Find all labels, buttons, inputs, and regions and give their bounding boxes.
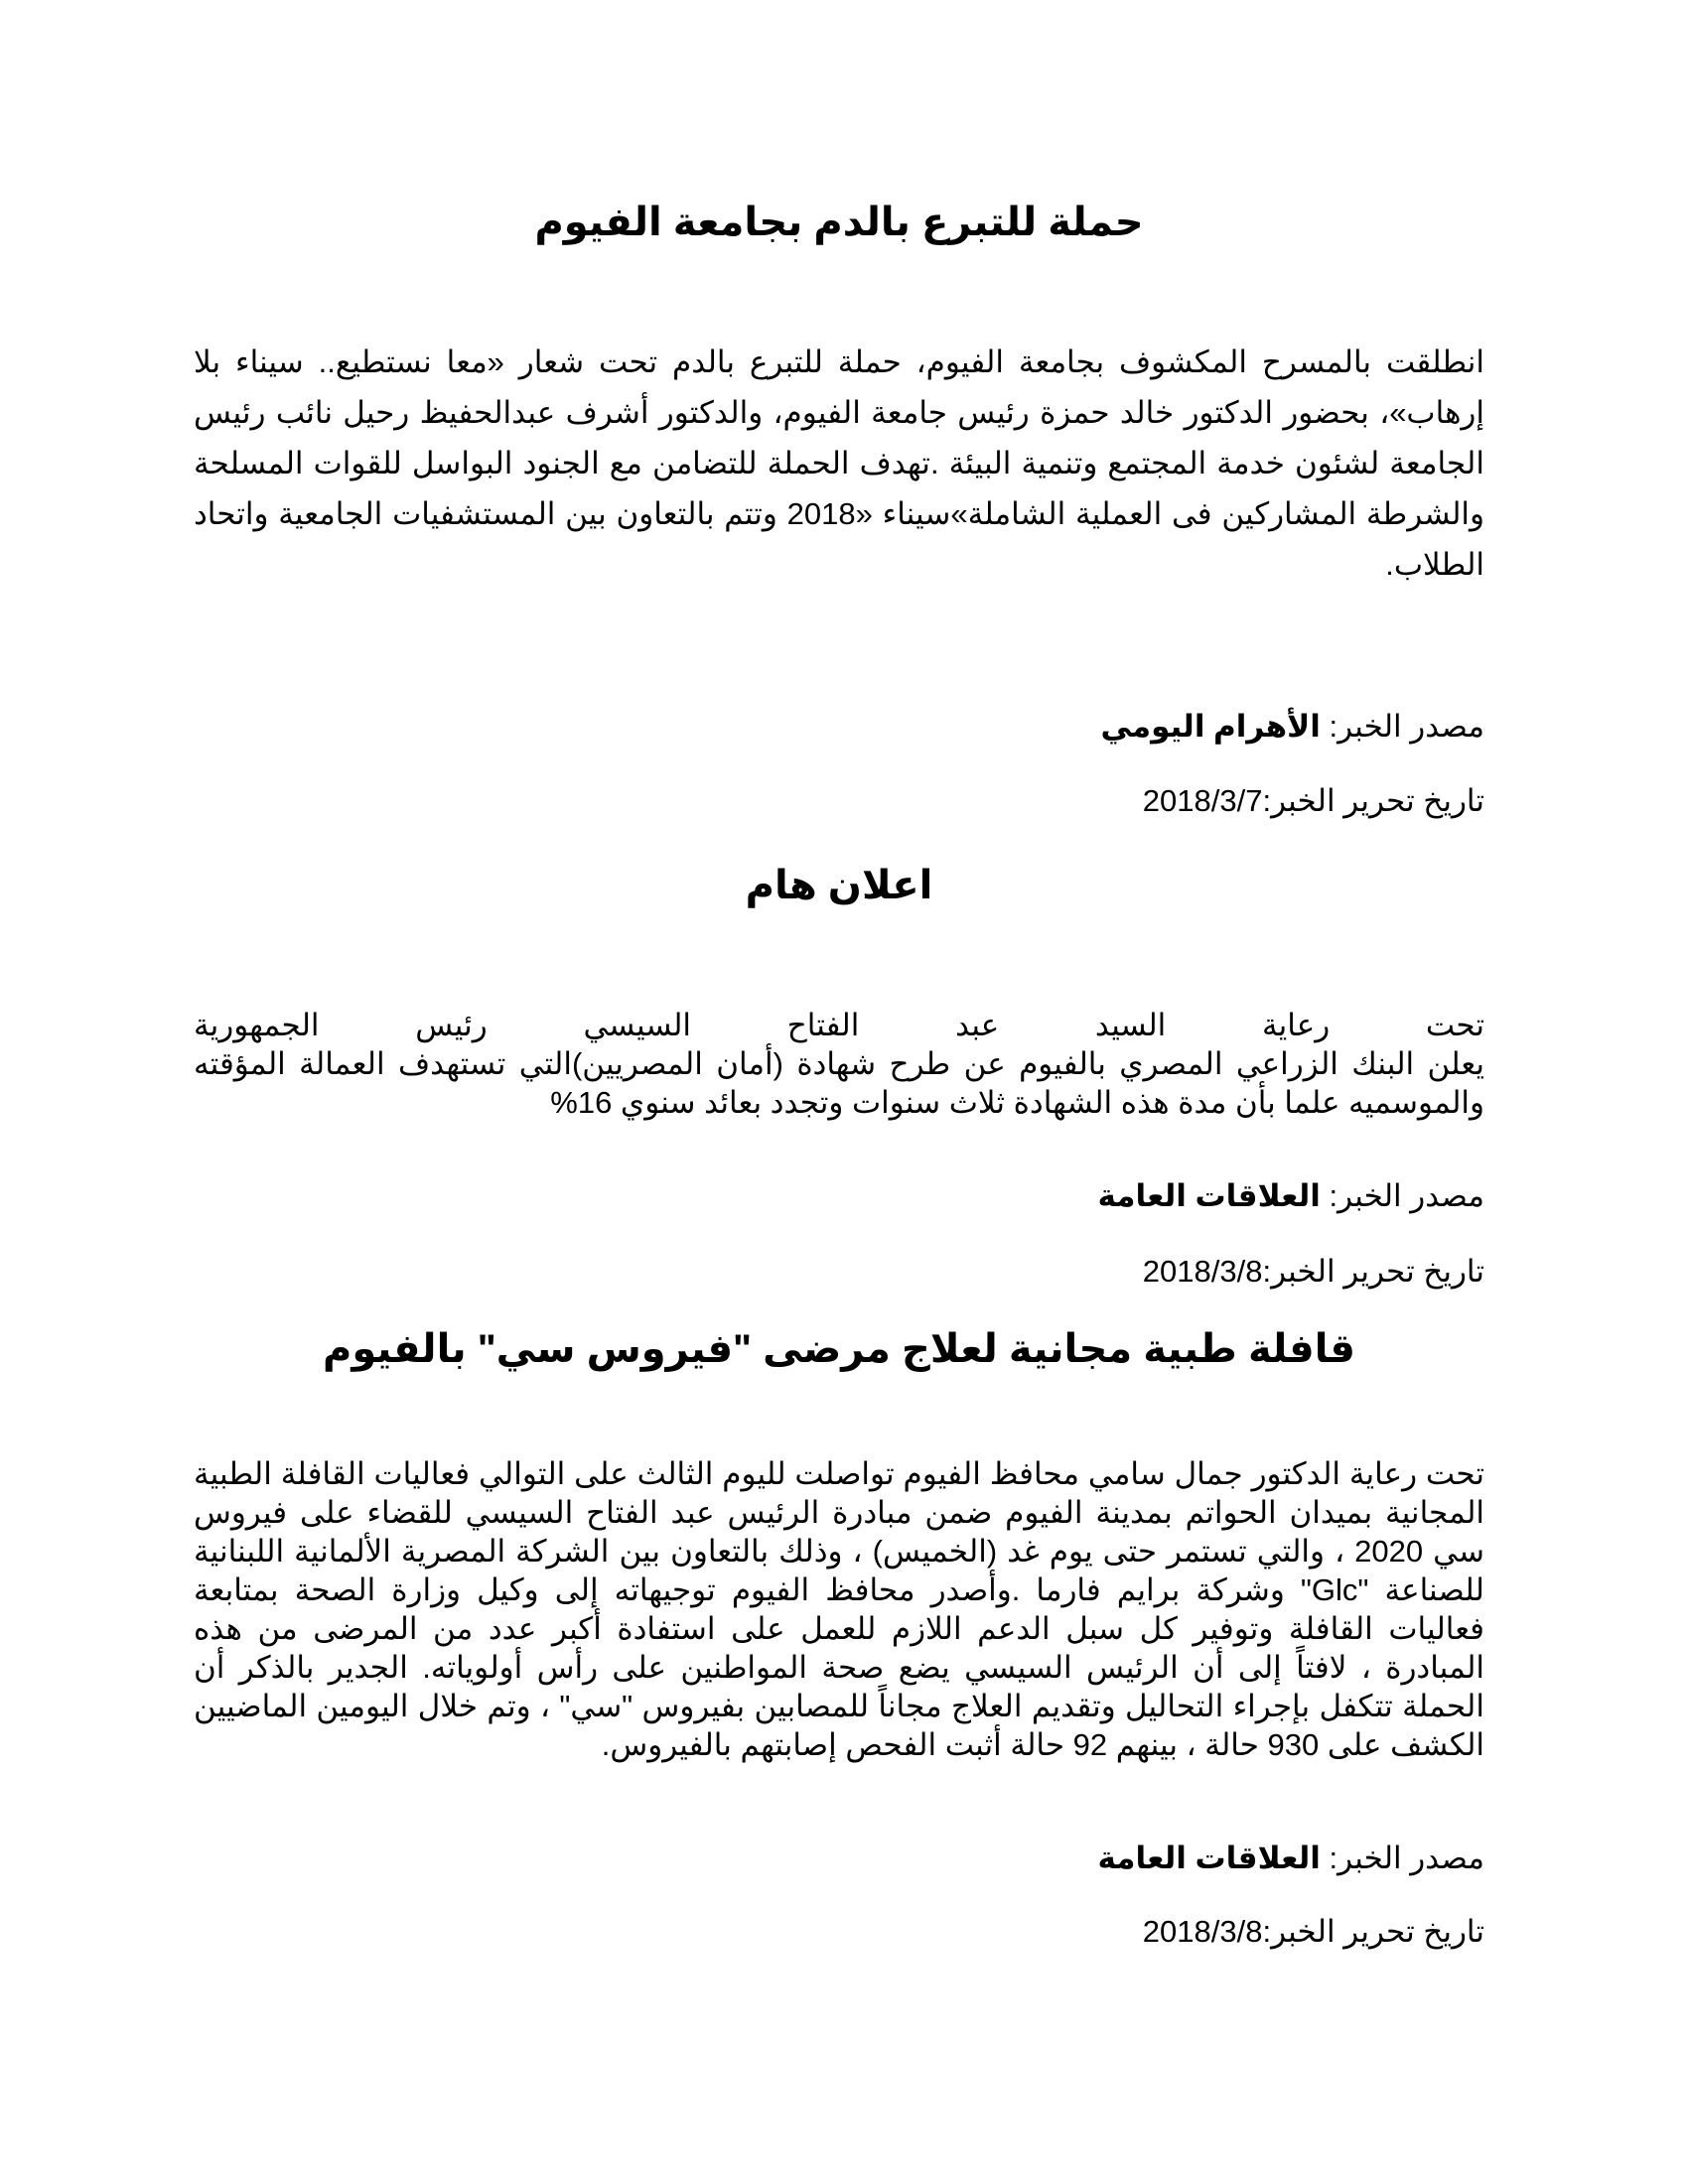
patronage-word: السيسي — [583, 1008, 692, 1042]
news-date-label: تاريخ تحرير الخبر: — [1262, 783, 1484, 818]
news-date-value: 2018/3/8 — [1142, 1254, 1263, 1289]
document-page — [194, 0, 1484, 2184]
news-date-value: 2018/3/8 — [1142, 1914, 1263, 1949]
news-source-value: العلاقات العامة — [1097, 1178, 1321, 1213]
news-source-value: العلاقات العامة — [1097, 1841, 1321, 1875]
news-source-label: مصدر الخبر: — [1329, 1178, 1484, 1213]
news-source-line — [194, 707, 1484, 747]
news-source-label: مصدر الخبر: — [1329, 1841, 1484, 1875]
news-date-line — [194, 1912, 1484, 1952]
patronage-line — [194, 1006, 1484, 1045]
news-date-label: تاريخ تحرير الخبر: — [1262, 1914, 1484, 1949]
patronage-word: رعاية — [1262, 1008, 1331, 1042]
section-title-medical-convoy: قافلة طبية مجانية لعلاج مرضى "فيروس سي" بالفيوم — [323, 1327, 1355, 1371]
news-date-line — [194, 1252, 1484, 1292]
news-source-value: الأهرام اليومي — [1100, 709, 1321, 744]
patronage-word: عبد — [955, 1008, 1000, 1042]
news-source-line — [194, 1176, 1484, 1216]
news-date-line — [194, 781, 1484, 821]
patronage-word: رئيس — [415, 1008, 488, 1042]
section-title-important-announcement: اعلان هام — [745, 864, 933, 907]
patronage-word: تحت — [1425, 1008, 1484, 1042]
section-body-blood-donation: انطلقت بالمسرح المكشوف بجامعة الفيوم، حملة للتبرع بالدم تحت شعار «معا نستطيع.. سيناء بلا إرهاب»، بحضور الدكتور خالد حمزة رئيس جامعة الفيوم، والدكتور أشرف عبدالحفيظ رحيل نائب رئيس الجامعة لشئون خدمة المجتمع وتنمية البيئة .تهدف الحملة للتضامن مع الجنود البواسل للقوات المسلحة والشرطة المشاركين فى العملية الشاملة»سيناء «2018 وتتم بالتعاون بين المستشفيات الجامعية واتحاد الطلاب. — [194, 344, 1484, 582]
patronage-word: الفتاح — [786, 1008, 860, 1042]
section-body-medical-convoy: تحت رعاية الدكتور جمال سامي محافظ الفيوم تواصلت لليوم الثالث على التوالي فعاليات القافلة الطبية المجانية بميدان الحواتم بمدينة الفيوم ضمن مبادرة الرئيس عبد الفتاح السيسي للقضاء على فيروس سي 2020 ، والتي تستمر حتى يوم غد (الخميس) ، وذلك بالتعاون بين الشركة المصرية الألمانية اللبنانية للصناعة "Glc" وشركة برايم فارما .وأصدر محافظ الفيوم توجيهاته إلى وكيل وزارة الصحة بمتابعة فعاليات القافلة وتوفير كل سبل الدعم اللازم للعمل على استفادة أكبر عدد من المرضى من هذه المبادرة ، لافتاً إلى أن الرئيس السيسي يضع صحة المواطنين على رأس أولوياته. الجدير بالذكر أن الحملة تتكفل بإجراء التحاليل وتقديم العلاج مجاناً للمصابين بفيروس "سي" ، وتم خلال اليومين الماضيين الكشف على 930 حالة ، بينهم 92 حالة أثبت الفحص إصابتهم بالفيروس. — [194, 1456, 1484, 1762]
patronage-word: الجمهورية — [194, 1008, 320, 1042]
news-source-line — [194, 1839, 1484, 1878]
news-date-label: تاريخ تحرير الخبر: — [1262, 1254, 1484, 1289]
patronage-word: السيد — [1094, 1008, 1167, 1042]
news-source-label: مصدر الخبر: — [1329, 709, 1484, 744]
section-body-announcement: يعلن البنك الزراعي المصري بالفيوم عن طرح شهادة (أمان المصريين)التي تستهدف العمالة المؤقته والموسميه علما بأن مدة هذه الشهادة ثلاث سنوات وتجدد بعائد سنوي 16% — [194, 1046, 1484, 1120]
news-date-value: 2018/3/7 — [1142, 783, 1263, 818]
section-title-blood-donation: حملة للتبرع بالدم بجامعة الفيوم — [534, 201, 1144, 244]
